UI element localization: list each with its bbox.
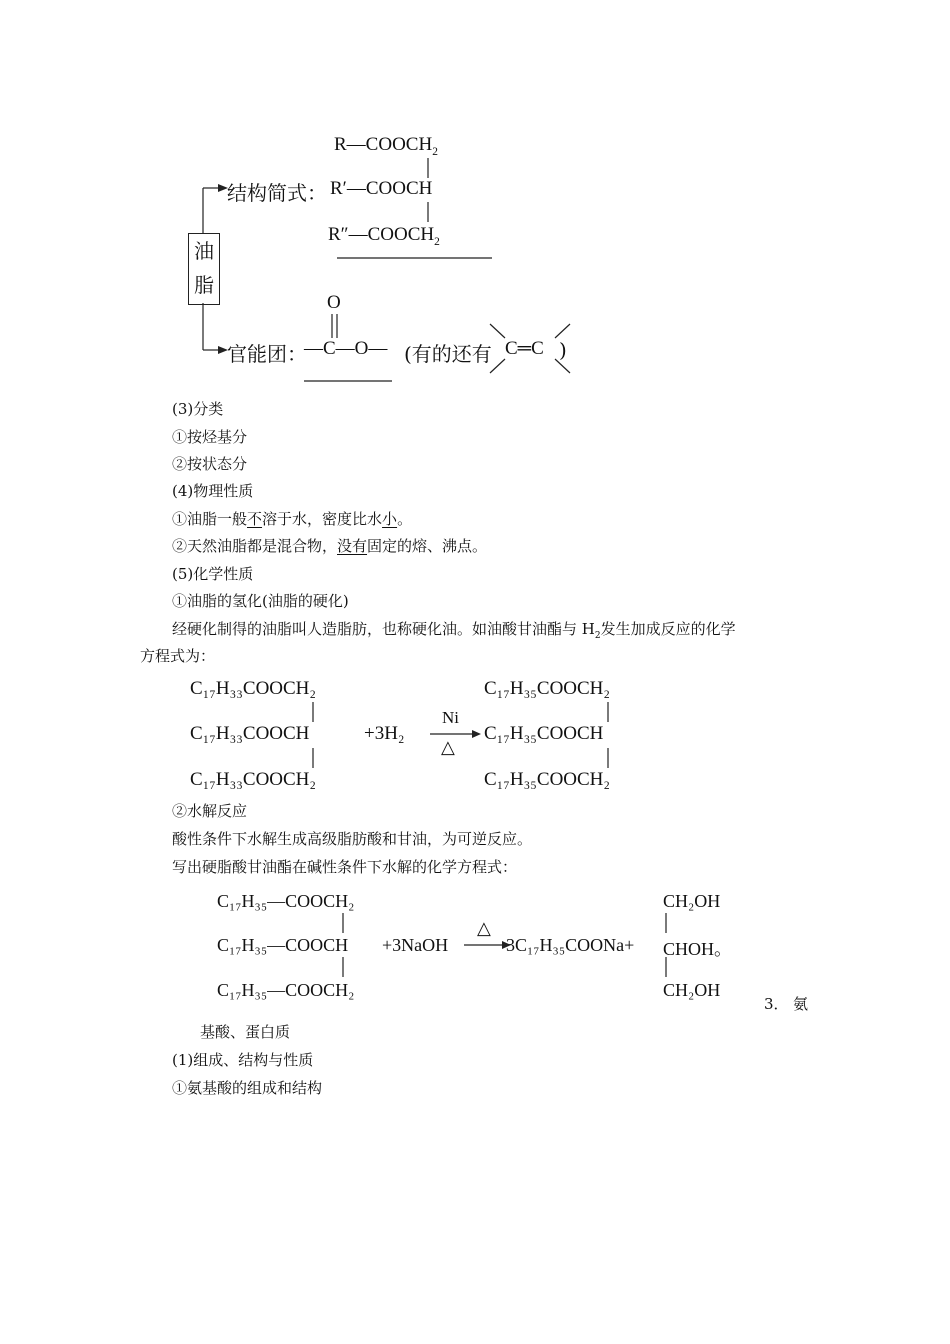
eq1-catalyst: Ni	[442, 708, 459, 727]
amino-acid-structure: ①氨基酸的组成和结构	[172, 1079, 323, 1097]
group-note-close: )	[559, 338, 567, 362]
acid-hydrolysis-text: 酸性条件下水解生成高级脂肪酸和甘油，为可逆反应。	[172, 830, 533, 848]
ester-group: —C—O—	[304, 338, 388, 359]
eq1-rhs-row-3: C₁₇H₃₅COOCH₂	[484, 769, 611, 790]
functional-group-label: 官能团：	[227, 342, 307, 366]
heading-chemical: (5)化学性质	[172, 565, 254, 583]
struct-row-3: $R''—COOCH_2$	[328, 224, 440, 248]
heading-physical: (4)物理性质	[172, 482, 254, 500]
eq1-rhs-row-1: C₁₇H₃₅COOCH₂	[484, 678, 611, 699]
eq2-glycerol-row-1: CH₂OH	[663, 891, 721, 911]
struct-row-1: $R—COOCH_2$	[334, 134, 438, 158]
carbonyl-oxygen: O	[327, 292, 341, 313]
class-item-1: ①按烃基分	[172, 428, 248, 446]
section-3-title-cont: 基酸、蛋白质	[200, 1023, 291, 1041]
section-3-number: 3．	[764, 995, 789, 1013]
oil-box-label-1: 油	[194, 239, 214, 263]
physical-item-1: ①油脂一般不溶于水，密度比水小。	[172, 510, 413, 528]
eq1-lhs-row-3: C₁₇H₃₃COOCH₂	[190, 769, 317, 790]
chemical-item-2: ②水解反应	[172, 802, 248, 820]
oil-box-label-2: 脂	[194, 273, 214, 297]
physical-item-2: ②天然油脂都是混合物，没有固定的熔、沸点。	[172, 537, 488, 555]
section-3-title-start: 氨	[793, 995, 809, 1013]
eq2-reagent: +3NaOH	[382, 935, 449, 955]
struct-row-2: R′—COOCH	[330, 178, 433, 199]
eq1-heat-symbol: △	[441, 737, 455, 757]
eq1-lhs-row-2: C₁₇H₃₃COOCH	[190, 723, 310, 744]
eq2-lhs-row-2: C₁₇H₃₅—COOCH	[217, 935, 349, 955]
structure-label: 结构简式：	[227, 181, 327, 205]
eq2-glycerol-row-3: CH₂OH	[663, 980, 721, 1000]
eq2-heat-symbol: △	[477, 918, 491, 938]
eq1-reagent: +3H₂	[364, 723, 405, 744]
eq1-lhs-row-1: C₁₇H₃₃COOCH₂	[190, 678, 317, 699]
chemical-item-1: ①油脂的氢化(油脂的硬化)	[172, 592, 349, 610]
heading-amino-composition: (1)组成、结构与性质	[172, 1051, 314, 1069]
base-hydrolysis-prompt: 写出硬脂酸甘油酯在碱性条件下水解的化学方程式：	[172, 858, 518, 876]
group-note: (有的还有	[404, 342, 492, 366]
heading-classification: (3)分类	[172, 400, 224, 418]
oil-box	[188, 233, 220, 305]
eq2-lhs-row-1: C₁₇H₃₅—COOCH₂	[217, 891, 355, 911]
eq1-rhs-row-2: C₁₇H₃₅COOCH	[484, 723, 604, 744]
hydrogenation-paragraph: 经硬化制得的油脂叫人造脂肪，也称硬化油。如油酸甘油酯与 $H_2$发生加成反应的化学	[172, 620, 736, 641]
eq2-product: 3C₁₇H₃₅COONa+	[506, 935, 635, 955]
class-item-2: ②按状态分	[172, 455, 248, 473]
carbon-double-bond: C═C	[505, 338, 544, 359]
hydrogenation-paragraph-cont: 方程式为：	[140, 647, 216, 665]
eq2-lhs-row-3: C₁₇H₃₅—COOCH₂	[217, 980, 355, 1000]
eq2-glycerol-row-2: CHOH。	[663, 939, 733, 959]
